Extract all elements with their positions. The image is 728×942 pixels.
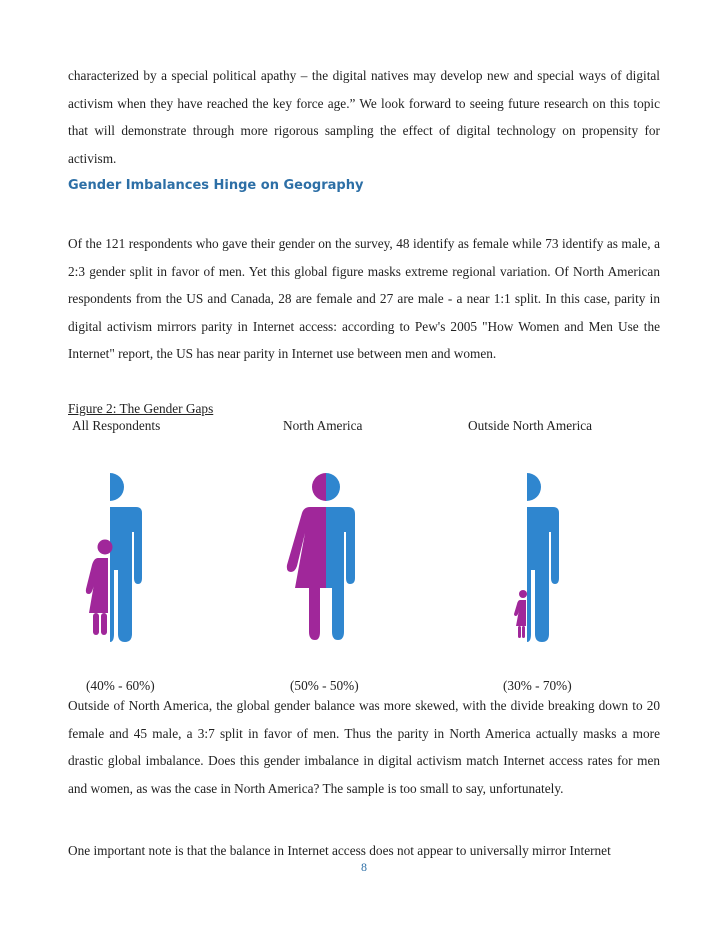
panel-label-outside: Outside North America bbox=[468, 418, 593, 433]
figure-north-america bbox=[283, 470, 363, 650]
female-half bbox=[287, 473, 326, 640]
figure-all-respondents bbox=[80, 470, 160, 650]
section-heading: Gender Imbalances Hinge on Geography bbox=[68, 178, 364, 193]
panel-label-north-america: North America bbox=[283, 418, 363, 433]
female-figure bbox=[514, 590, 527, 638]
panel-percent-north-america: (50% - 50%) bbox=[290, 678, 359, 693]
paragraph-important-note: One important note is that the balance in Internet access does not appear to universally mirror Internet bbox=[68, 843, 611, 858]
female-figure bbox=[86, 540, 113, 636]
page-number: 8 bbox=[361, 860, 367, 874]
paragraph-outside-balance: Outside of North America, the global gender balance was more skewed, with the divide breaking down to 20 female and 45 male, a 3:7 split in favor of men. Thus the parity in North America actually masks a more drastic global imbalance. Does this gender imbalance in digital activism match Internet access rates for men and women, as was the case in North America? The sample is too small to say, unfortunately. bbox=[68, 698, 660, 796]
male-figure bbox=[110, 473, 142, 642]
panel-percent-outside: (30% - 70%) bbox=[503, 678, 572, 693]
figure-caption: Figure 2: The Gender Gaps bbox=[68, 401, 214, 416]
panel-label-all: All Respondents bbox=[72, 418, 161, 433]
figure-outside-north-america bbox=[505, 470, 585, 650]
paragraph-intro: characterized by a special political apathy – the digital natives may develop new and special ways of digital activism when they have reached the key force age.” We look forward to seeing future research on this topic that will demonstrate through more rigorous sampling the effect of digital technology on propensity for activism. bbox=[68, 68, 660, 166]
paragraph-gender-split: Of the 121 respondents who gave their gender on the survey, 48 identify as female while 73 identify as male, a 2:3 gender split in favor of men. Yet this global figure masks extreme regional variation. Of North American respondents from the US and Canada, 28 are female and 27 are male - a near 1:1 split. In this case, parity in digital activism mirrors parity in Internet access: according to Pew's 2005 "How Women and Men Use the Internet" report, the US has near parity in Internet use between men and women. bbox=[68, 236, 660, 361]
male-half bbox=[326, 473, 355, 640]
male-figure bbox=[527, 473, 559, 642]
panel-percent-all: (40% - 60%) bbox=[86, 678, 155, 693]
